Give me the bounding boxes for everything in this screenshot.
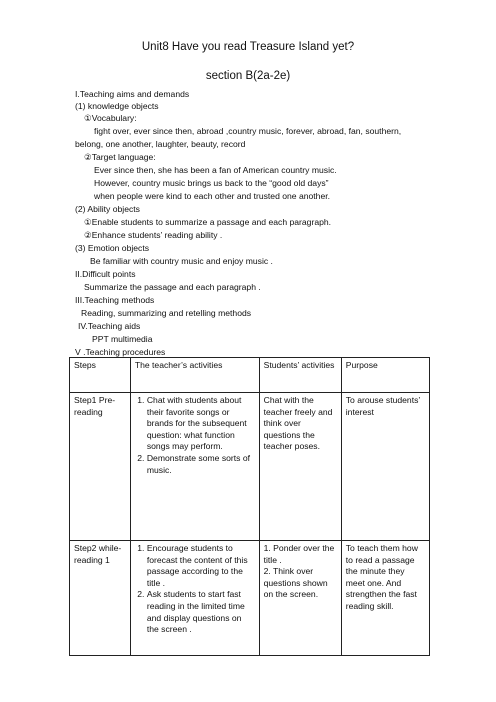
table-row	[70, 541, 430, 656]
ability-heading: (2) Ability objects	[75, 204, 140, 214]
page-subtitle: section B(2a-2e)	[205, 70, 291, 82]
purpose-cell: To teach them how to read a passage the minute they meet one. And strengthen the fast reading skill.	[341, 541, 429, 656]
student-activities-cell	[259, 541, 341, 656]
table-row	[70, 393, 430, 541]
target-language-heading: ②Target language:	[84, 152, 156, 162]
methods-item: Reading, summarizing and retelling methods	[81, 308, 252, 318]
student-activity-item: 1. Ponder over the title .	[263, 543, 335, 565]
vocabulary-words-line-1: fight over, ever since then, abroad ,country music, forever, abroad, fan, southern,	[94, 126, 402, 136]
target-sentence-3: when people were kind to each other and trusted one another.	[94, 191, 331, 201]
section-aims-heading: I.Teaching aims and demands	[75, 89, 190, 99]
emotion-heading: (3) Emotion objects	[75, 243, 150, 253]
purpose-cell: To arouse students’ interest	[341, 393, 429, 541]
aids-item: PPT multimedia	[92, 334, 153, 344]
target-sentence-2: However, country music brings us back to the “good old days”	[94, 178, 329, 188]
ability-item-1: ①Enable students to summarize a passage and each paragraph.	[84, 217, 332, 227]
teacher-activity-item: 1. Encourage students to forecast the content of this passage according to the title .	[147, 543, 255, 589]
aids-heading: IV.Teaching aids	[78, 321, 141, 331]
procedures-table	[69, 357, 430, 656]
teacher-activities-cell	[130, 541, 259, 656]
student-activity-item: 2. Think over questions shown on the screen.	[263, 566, 328, 600]
header-purpose: Purpose	[341, 358, 429, 393]
difficult-points-item: Summarize the passage and each paragraph .	[84, 282, 261, 292]
step-cell: Step1 Pre-reading	[70, 393, 131, 541]
header-student-activities: Students’ activities	[259, 358, 341, 393]
procedures-heading: V .Teaching procedures	[75, 347, 166, 357]
difficult-points-heading: II.Difficult points	[75, 269, 136, 279]
header-steps: Steps	[70, 358, 131, 393]
methods-heading: III.Teaching methods	[75, 295, 155, 305]
student-activities-cell: Chat with the teacher freely and think over questions the teacher poses.	[259, 393, 341, 541]
target-sentence-1: Ever since then, she has been a fan of American country music.	[94, 165, 337, 175]
step-cell: Step2 while-reading 1	[70, 541, 131, 656]
page-title: Unit8 Have you read Treasure Island yet?	[141, 41, 355, 53]
teacher-activity-item: 2. Ask students to start fast reading in the limited time and display questions on the screen .	[147, 589, 255, 635]
header-teacher-activities: The teacher’s activities	[130, 358, 259, 393]
vocabulary-heading: ①Vocabulary:	[84, 113, 137, 123]
emotion-item-1: Be familiar with country music and enjoy music .	[90, 256, 273, 266]
teacher-activity-item: 2. Demonstrate some sorts of music.	[147, 453, 255, 476]
teacher-activity-item: 1. Chat with students about their favorite songs or brands for the subsequent question: what function songs may perform.	[147, 395, 255, 453]
table-header-row	[70, 358, 430, 393]
ability-item-2: ②Enhance students’ reading ability .	[84, 230, 223, 240]
teacher-activities-cell	[130, 393, 259, 541]
vocabulary-words-line-2: belong, one another, laughter, beauty, record	[75, 139, 246, 149]
knowledge-heading: (1) knowledge objects	[75, 101, 159, 111]
